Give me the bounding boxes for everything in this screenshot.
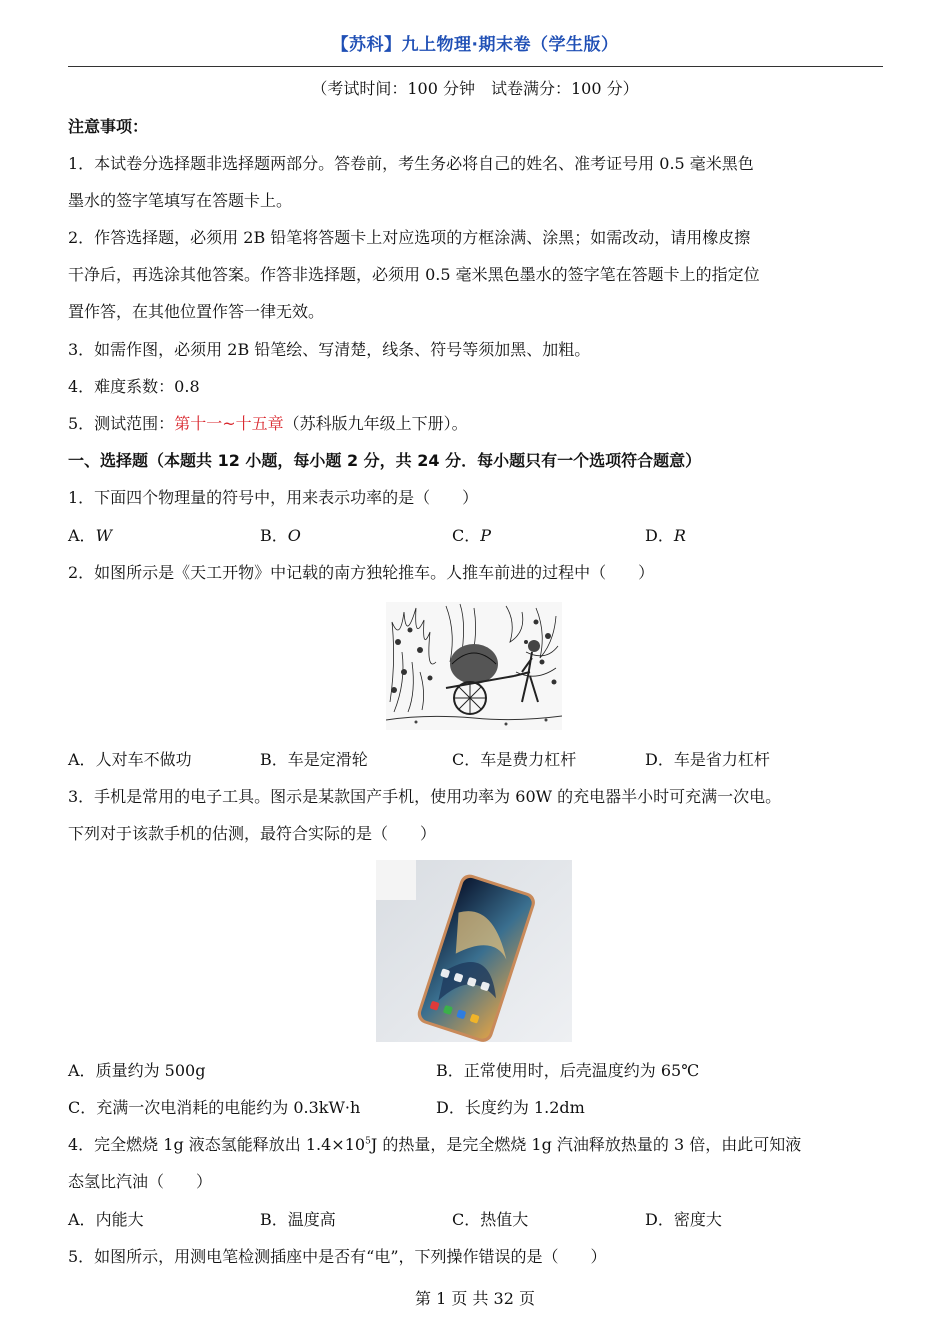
notice-heading: 注意事项：: [68, 117, 149, 136]
notice-item-1-line-1: 1．本试卷分选择题非选择题两部分。答卷前，考生务必将自己的姓名、准考证号用 0.5 毫米黑色: [68, 154, 754, 173]
section-heading: 一、选择题（本题共 12 小题，每小题 2 分，共 24 分．每小题只有一个选项符合题意）: [68, 451, 702, 470]
question-1-option-c: C．P: [452, 526, 492, 545]
question-3-option-d: D．长度约为 1.2dm: [436, 1098, 585, 1117]
question-4-stem-line-1: 4．完全燃烧 1g 液态氢能释放出 $1.4\times 10^5J$ 的热量，是完全燃烧 1g 汽油释放热量的 3 倍，由此可知液: [68, 1135, 802, 1154]
notice-item-2-line-2: 干净后，再选涂其他答案。作答非选择题，必须用 0.5 毫米黑色墨水的签字笔在答题卡上的指定位: [68, 265, 760, 284]
question-4-option-c: C．热值大: [452, 1210, 529, 1229]
smartphone-photo: [376, 860, 572, 1042]
question-2-option-d: D．车是省力杠杆: [645, 750, 770, 769]
question-2-option-c: C．车是费力杠杆: [452, 750, 577, 769]
test-range: 第十一~十五章: [174, 414, 284, 433]
question-4-option-a: A．内能大: [68, 1210, 144, 1229]
header-divider: [68, 66, 883, 67]
question-4-option-d: D．密度大: [645, 1210, 722, 1229]
question-1-option-b: B．O: [260, 526, 301, 545]
notice-item-3: 3．如需作图，必须用 2B 铅笔绘、写清楚，线条、符号等须加黑、加粗。: [68, 340, 591, 359]
notice-item-4: 4．难度系数：0.8: [68, 377, 200, 396]
notice-item-2-line-3: 置作答，在其他位置作答一律无效。: [68, 302, 325, 321]
question-3-option-b: B．正常使用时，后壳温度约为 65℃: [436, 1061, 700, 1080]
question-4-option-b: B．温度高: [260, 1210, 336, 1229]
question-4-stem-line-2: 态氢比汽油（ ）: [68, 1172, 213, 1191]
notice-item-5-suffix: （苏科版九年级上下册）。: [283, 414, 468, 433]
wheelbarrow-illustration: [386, 602, 562, 730]
page-title: 【苏科】九上物理·期末卷（学生版）: [331, 35, 619, 55]
question-2-stem: 2．如图所示是《天工开物》中记载的南方独轮推车。人推车前进的过程中（ ）: [68, 563, 655, 582]
question-3-option-c: C．充满一次电消耗的电能约为 0.3kW·h: [68, 1098, 361, 1117]
notice-item-1-line-2: 墨水的签字笔填写在答题卡上。: [68, 191, 293, 210]
exam-info: （考试时间：100 分钟 试卷满分：100 分）: [311, 79, 639, 98]
notice-item-5: [68, 413, 883, 435]
question-5-stem: 5．如图所示，用测电笔检测插座中是否有“电”，下列操作错误的是（ ）: [68, 1247, 607, 1266]
question-2-option-a: A．人对车不做功: [68, 750, 192, 769]
question-1-option-d: D．R: [645, 526, 686, 545]
question-2-option-b: B．车是定滑轮: [260, 750, 368, 769]
question-1-option-a: A．W: [68, 526, 113, 545]
notice-item-2-line-1: 2．作答选择题，必须用 2B 铅笔将答题卡上对应选项的方框涂满、涂黑；如需改动，请用橡皮擦: [68, 228, 751, 247]
question-3-stem-line-1: 3．手机是常用的电子工具。图示是某款国产手机，使用功率为 60W 的充电器半小时可充满一次电。: [68, 787, 782, 806]
notice-item-5-prefix: 5．测试范围：: [68, 414, 175, 433]
question-1-stem: 1．下面四个物理量的符号中，用来表示功率的是（ ）: [68, 488, 479, 507]
question-3-option-a: A．质量约为 500g: [68, 1061, 206, 1080]
page-number: 第 1 页 共 32 页: [415, 1289, 535, 1308]
question-3-stem-line-2: 下列对于该款手机的估测，最符合实际的是（ ）: [68, 824, 437, 843]
